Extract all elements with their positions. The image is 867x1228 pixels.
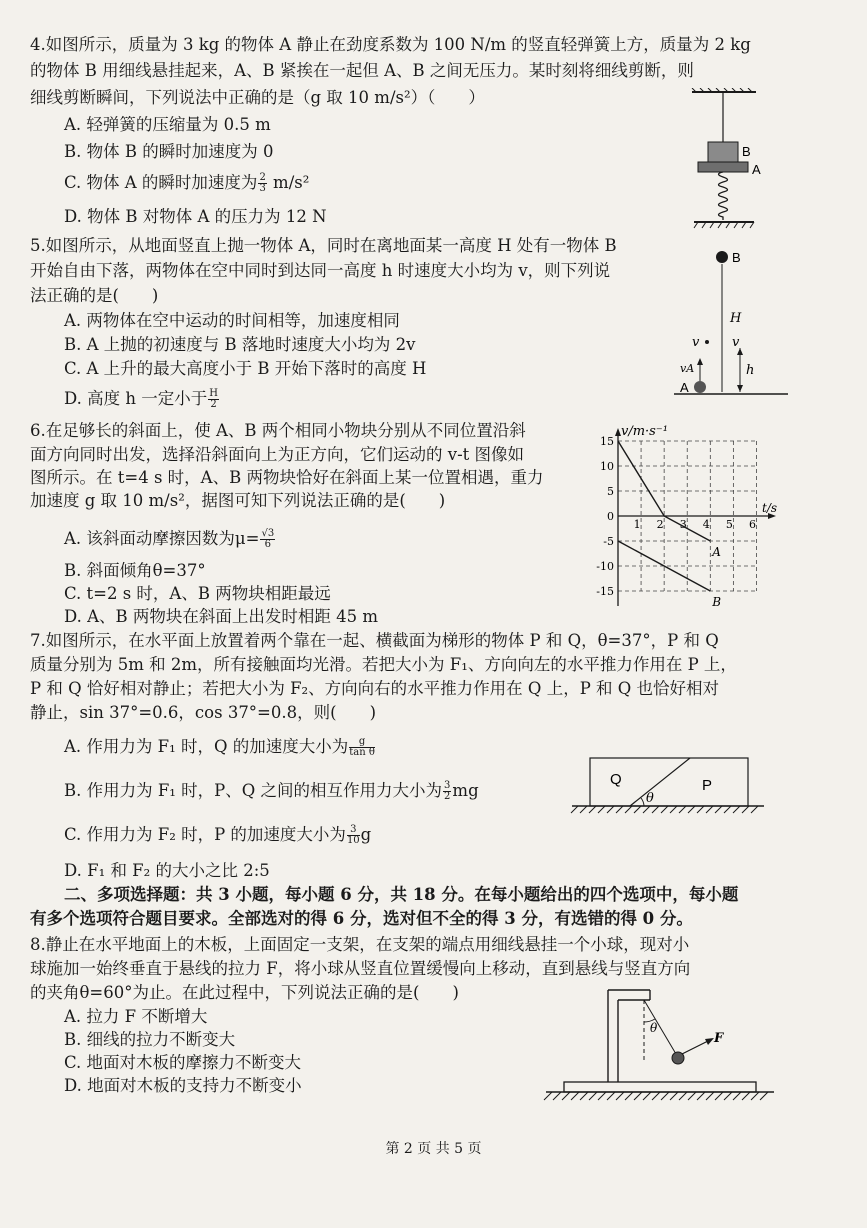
q8-option-c: C. 地面对木板的摩擦力不断变大 — [64, 1053, 302, 1072]
q7-stem-line3: P 和 Q 恰好相对静止；若把大小为 F₂、方向向右的水平推力作用在 Q 上，P 和 Q 也恰好相对 — [30, 679, 720, 698]
x-tick-label: 2 — [656, 518, 664, 531]
fraction-numerator: √3 — [261, 528, 275, 539]
fraction-numerator: 2 — [259, 172, 266, 183]
q7-option-a — [64, 736, 376, 758]
chart-axes — [615, 428, 776, 606]
q4-option-c — [64, 172, 309, 194]
q6-option-b: B. 斜面倾角θ=37° — [64, 561, 206, 580]
q7-option-d: D. F₁ 和 F₂ 的大小之比 2:5 — [64, 861, 270, 880]
q5-option-d — [64, 388, 220, 410]
q6-stem-line2: 面方向同时出发，选择沿斜面向上为正方向，它们运动的 v-t 图像如 — [30, 445, 525, 464]
q5-stem-line2: 开始自由下落，两物体在空中同时到达同一高度 h 时速度大小均为 v，则下列说 — [30, 261, 611, 280]
x-tick-label: 3 — [679, 518, 687, 531]
q5-free-fall-figure — [670, 244, 790, 404]
series-label-b: B — [712, 595, 722, 609]
y-tick-label: 15 — [600, 435, 614, 448]
q4-option-a: A. 轻弹簧的压缩量为 0.5 m — [64, 115, 271, 134]
q4-stem-line3: 细线剪断瞬间，下列说法中正确的是（g 取 10 m/s²）（ ） — [30, 88, 485, 107]
q5-option-b: B. A 上抛的初速度与 B 落地时速度大小均为 2v — [64, 335, 416, 354]
q4-option-c-text: C. 物体 A 的瞬时加速度为 — [64, 173, 258, 192]
y-tick-label: -5 — [603, 535, 614, 548]
q7-stem-line4: 静止，sin 37°=0.6，cos 37°=0.8，则( ) — [30, 703, 377, 722]
q7-fig-label-q: Q — [610, 771, 622, 788]
q6-stem-line1: 6.在足够长的斜面上，使 A、B 两个相同小物块分别从不同位置沿斜 — [30, 421, 526, 440]
section2-header-line1: 二、多项选择题：共 3 小题，每小题 6 分，共 18 分。在每小题给出的四个选项中，每小题 — [64, 885, 739, 904]
y-tick-label: -10 — [596, 560, 614, 573]
q4-stem-line2: 的物体 B 用细线悬挂起来，A、B 紧挨在一起但 A、B 之间无压力。某时刻将细线剪断，则 — [30, 61, 694, 80]
fraction-denominator: 10 — [346, 835, 360, 846]
q7-fig-label-p: P — [702, 777, 713, 794]
q5-stem-line3: 法正确的是( ) — [30, 286, 159, 305]
q8-option-d: D. 地面对木板的支持力不断变小 — [64, 1076, 302, 1095]
q7-option-c-suffix: g — [360, 825, 372, 844]
q5-fig-label-h-lower: h — [746, 363, 755, 378]
q4-stem-line1: 4.如图所示，质量为 3 kg 的物体 A 静止在劲度系数为 100 N/m 的竖直轻弹簧上方，质量为 2 kg — [30, 35, 751, 54]
q8-stem-line2: 球施加一始终垂直于悬线的拉力 F，将小球从竖直位置缓慢向上移动，直到悬线与竖直方向 — [30, 959, 691, 978]
fraction-denominator: 6 — [264, 539, 272, 550]
fraction-numerator: g — [349, 737, 375, 748]
q6-option-a-fraction — [260, 529, 275, 550]
q6-stem-line3: 图所示。在 t=4 s 时，A、B 两物块恰好在斜面上某一位置相遇，重力 — [30, 468, 544, 487]
q6-option-a-text: A. 该斜面动摩擦因数为μ= — [64, 529, 260, 548]
q7-stem-line2: 质量分别为 5m 和 2m，所有接触面均光滑。若把大小为 F₁、方向向左的水平推力作用在 P 上， — [30, 655, 737, 674]
q4-option-c-unit: m/s² — [267, 173, 310, 192]
q5-fig-label-va: vA — [680, 362, 695, 375]
fraction-numerator: 3 — [347, 825, 360, 836]
x-tick-label: 5 — [725, 518, 733, 531]
q8-stem-line1: 8.静止在水平地面上的木板，上面固定一支架，在支架的端点用细线悬挂一个小球，现对小 — [30, 935, 690, 954]
q8-stem-line3: 的夹角θ=60°为止。在此过程中，下列说法正确的是( ) — [30, 983, 459, 1002]
q5-option-a: A. 两物体在空中运动的时间相等，加速度相同 — [64, 311, 400, 330]
q7-stem-line1: 7.如图所示，在水平面上放置着两个靠在一起、横截面为梯形的物体 P 和 Q，θ=37°，P 和 Q — [30, 631, 719, 650]
q4-fig-label-a: A — [752, 162, 761, 177]
y-axis-label: v/m·s⁻¹ — [621, 424, 668, 439]
fraction-denominator: 3 — [259, 183, 266, 194]
q7-option-b-text: B. 作用力为 F₁ 时，P、Q 之间的相互作用力大小为 — [64, 781, 443, 800]
q7-option-c-fraction — [347, 825, 360, 846]
x-tick-label: 1 — [633, 518, 641, 531]
q5-fig-label-b: B — [732, 250, 741, 265]
q5-fig-label-v-left: v — [692, 335, 700, 350]
y-tick-label: 0 — [607, 510, 614, 523]
q4-option-b: B. 物体 B 的瞬时加速度为 0 — [64, 142, 274, 161]
y-tick-label: 5 — [607, 485, 614, 498]
page-footer: 第 2 页 共 5 页 — [385, 1141, 482, 1157]
q8-fig-label-theta: θ — [650, 1021, 658, 1035]
q4-option-c-fraction — [258, 173, 266, 194]
q6-option-a — [64, 528, 276, 550]
q5-option-d-text: D. 高度 h 一定小于 — [64, 389, 208, 408]
q5-fig-label-h-upper: H — [730, 311, 742, 326]
q8-fig-label-f: F — [714, 1031, 724, 1046]
q7-option-b-suffix: mg — [452, 781, 479, 800]
q5-option-c: C. A 上升的最大高度小于 B 开始下落时的高度 H — [64, 359, 427, 378]
q6-option-c: C. t=2 s 时，A、B 两物块相距最远 — [64, 584, 331, 603]
q4-fig-label-b: B — [742, 144, 751, 159]
q4-spring-figure — [680, 88, 770, 238]
q7-fig-label-theta: θ — [646, 791, 654, 806]
q4-option-d: D. 物体 B 对物体 A 的压力为 12 N — [64, 207, 327, 226]
fraction-numerator: H — [209, 388, 218, 399]
q8-pendulum-figure — [540, 982, 780, 1112]
q7-trapezoid-figure — [568, 754, 768, 826]
y-tick-label: -15 — [596, 585, 614, 598]
q8-option-a: A. 拉力 F 不断增大 — [64, 1007, 208, 1026]
q7-option-c-text: C. 作用力为 F₂ 时，P 的加速度大小为 — [64, 825, 346, 844]
q7-option-a-fraction — [349, 737, 375, 758]
q6-option-d: D. A、B 两物块在斜面上出发时相距 45 m — [64, 607, 379, 626]
q8-option-b: B. 细线的拉力不断变大 — [64, 1030, 236, 1049]
fraction-denominator: tan θ — [349, 747, 375, 758]
q5-fig-label-a: A — [680, 380, 689, 395]
q6-stem-line4: 加速度 g 取 10 m/s²，据图可知下列说法正确的是( ) — [30, 491, 446, 510]
section2-header-line2: 有多个选项符合题目要求。全部选对的得 6 分，选对但不全的得 3 分，有选错的得 0 分。 — [30, 909, 693, 928]
x-axis-label: t/s — [762, 501, 778, 515]
series-label-a: A — [712, 545, 721, 559]
fraction-numerator: 3 — [444, 780, 451, 791]
x-tick-label: 4 — [702, 518, 710, 531]
y-tick-label: 10 — [600, 460, 614, 473]
q5-fig-label-v-right: v — [732, 335, 740, 350]
q7-option-b — [64, 780, 479, 802]
x-tick-label: 6 — [748, 518, 756, 531]
q7-option-c — [64, 824, 371, 846]
fraction-denominator: 2 — [444, 791, 451, 802]
q6-vt-chart — [590, 424, 780, 614]
q5-option-d-fraction — [208, 389, 219, 410]
fraction-denominator: 2 — [210, 399, 217, 410]
q5-stem-line1: 5.如图所示，从地面竖直上抛一物体 A，同时在离地面某一高度 H 处有一物体 B — [30, 236, 617, 255]
q7-option-b-fraction — [443, 781, 451, 802]
q7-option-a-text: A. 作用力为 F₁ 时，Q 的加速度大小为 — [64, 737, 349, 756]
